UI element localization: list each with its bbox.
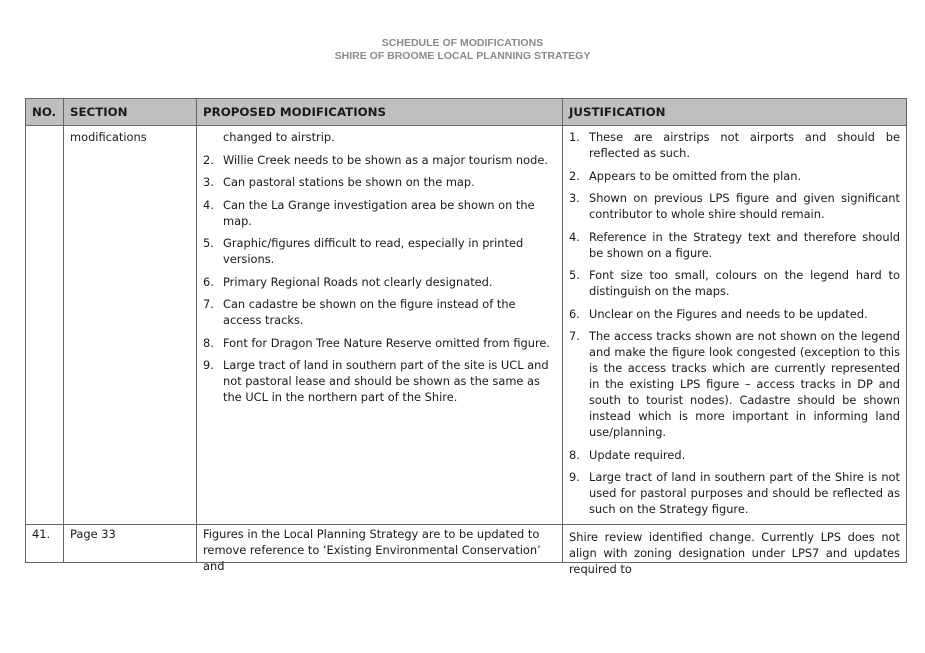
list-item-number: 7. xyxy=(569,329,580,343)
list-item-text: Primary Regional Roads not clearly designated. xyxy=(223,274,493,289)
list-item xyxy=(569,229,900,261)
list-item xyxy=(569,129,900,161)
list-item-number: 8. xyxy=(569,447,580,462)
header-subtitle: SHIRE OF BROOME LOCAL PLANNING STRATEGY xyxy=(334,50,591,62)
list-item-number: 8. xyxy=(203,335,214,350)
list-item-text: Graphic/figures difficult to read, especially in printed versions. xyxy=(223,236,524,266)
list-item-number: 7. xyxy=(203,297,214,311)
list-item xyxy=(569,190,900,222)
column-header-proposed-modifications: PROPOSED MODIFICATIONS xyxy=(197,99,563,126)
list-item xyxy=(569,168,900,184)
column-header-justification: JUSTIFICATION xyxy=(563,99,907,126)
list-item xyxy=(203,174,556,190)
list-item-text: These are airstrips not airports and should be reflected as such. xyxy=(589,130,900,160)
list-item-number: 6. xyxy=(569,306,580,321)
row-section: Page 33 xyxy=(64,524,197,562)
list-item-text: Appears to be omitted from the plan. xyxy=(589,168,802,183)
table-header-row xyxy=(26,99,907,126)
list-item-text: Can the La Grange investigation area be shown on the map. xyxy=(223,197,535,228)
modifications-list xyxy=(203,152,556,406)
list-item-number: 4. xyxy=(569,229,580,244)
list-item xyxy=(203,274,556,290)
row-modification xyxy=(197,524,563,573)
list-item-text: Unclear on the Figures and needs to be updated. xyxy=(589,306,868,321)
list-item xyxy=(203,357,556,405)
list-item xyxy=(203,152,556,168)
list-item xyxy=(203,296,556,328)
list-item-number: 4. xyxy=(203,197,214,212)
list-item xyxy=(569,328,900,440)
list-item xyxy=(569,267,900,299)
modifications-table xyxy=(25,98,907,576)
column-header-no: NO. xyxy=(26,99,64,126)
list-item-text: Font size too small, colours on the legend hard to distinguish on the maps. xyxy=(589,268,900,298)
list-item xyxy=(569,447,900,463)
list-item-number: 9. xyxy=(203,358,214,372)
list-item-number: 5. xyxy=(203,236,214,250)
modification-text: Figures in the Local Planning Strategy are to be updated to remove reference to ‘Existing Environmental Conservation’ and xyxy=(203,526,541,573)
list-item-number: 9. xyxy=(569,470,580,484)
list-item xyxy=(569,306,900,322)
list-item-text: Large tract of land in southern part of the site is UCL and not pastoral lease and should be shown as the same as the UCL in the northern part of the Shire. xyxy=(223,358,549,404)
list-item-number: 2. xyxy=(569,168,580,183)
row-justifications xyxy=(563,126,907,525)
list-item-text: Shown on previous LPS figure and given significant contributor to whole shire should remain. xyxy=(589,191,900,221)
list-item-text: Can pastoral stations be shown on the map. xyxy=(223,175,475,189)
header-title: SCHEDULE OF MODIFICATIONS xyxy=(381,37,544,49)
row-modifications xyxy=(197,126,563,525)
list-item-text: Update required. xyxy=(589,447,686,462)
list-item-text: Reference in the Strategy text and therefore should be shown on a figure. xyxy=(589,229,900,260)
justifications-list xyxy=(569,129,900,517)
list-item-number: 6. xyxy=(203,274,214,289)
list-item xyxy=(203,335,556,351)
list-item-text: Font for Dragon Tree Nature Reserve omitted from figure. xyxy=(223,335,551,350)
document-header xyxy=(0,37,925,63)
modification-continuation: changed to airstrip. xyxy=(223,130,335,144)
list-item-text: Large tract of land in southern part of the Shire is not used for pastoral purposes and should be reflected as such on the Strategy figure. xyxy=(589,470,900,516)
list-item xyxy=(203,235,556,267)
list-item-number: 2. xyxy=(203,152,214,167)
list-item-number: 3. xyxy=(569,191,580,205)
list-item-number: 1. xyxy=(569,130,580,144)
row-number xyxy=(26,126,64,525)
row-justification xyxy=(563,524,907,576)
column-header-section: SECTION xyxy=(64,99,197,126)
table-row xyxy=(26,126,907,525)
row-number: 41. xyxy=(26,524,64,562)
list-item-number: 5. xyxy=(569,268,580,282)
list-item-number: 3. xyxy=(203,175,214,189)
list-item xyxy=(203,197,556,229)
row-section: modifications xyxy=(64,126,197,525)
justification-text: Shire review identified change. Currently LPS does not align with zoning designation under LPS7 and updates required to xyxy=(569,529,900,576)
list-item-text: The access tracks shown are not shown on the legend and make the figure look congested (exception to this is the access tracks which are currently represented in the existing LPS figure – access tracks in DP and south to tourist nodes). Cadastre should be shown instead which is more important in informing land use/planning. xyxy=(589,329,900,439)
list-item-text: Willie Creek needs to be shown as a major tourism node. xyxy=(223,152,548,167)
table-row xyxy=(26,524,907,562)
list-item-text: Can cadastre be shown on the figure instead of the access tracks. xyxy=(223,297,516,327)
list-item xyxy=(569,469,900,517)
